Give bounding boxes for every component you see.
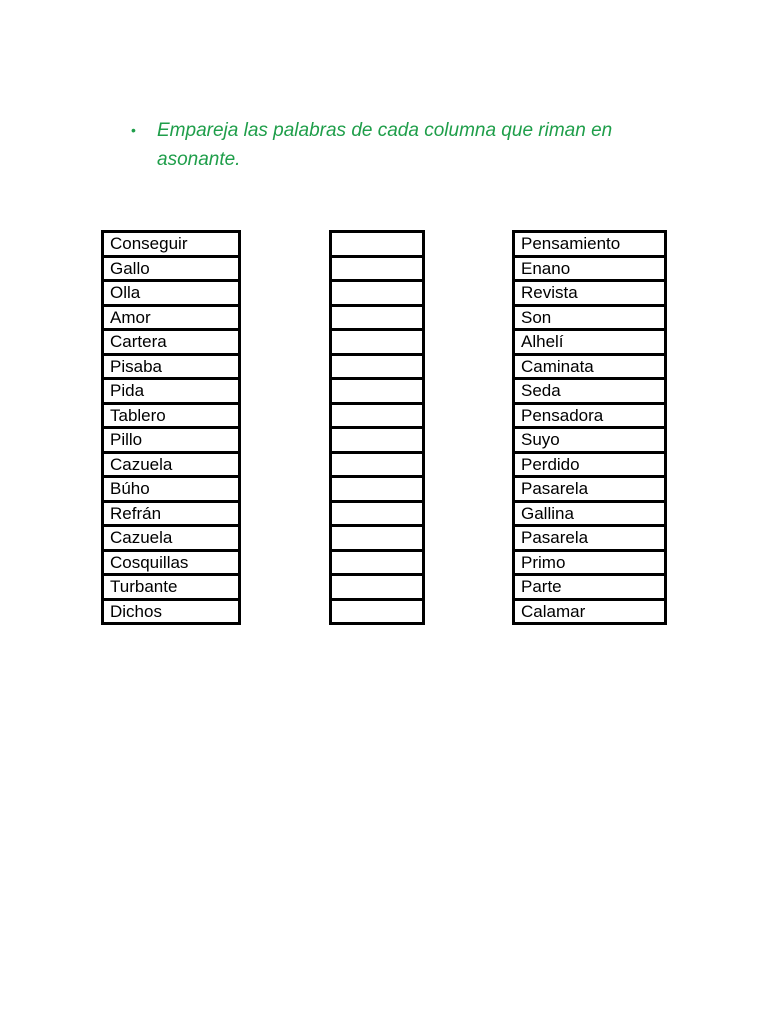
- table-row: [514, 550, 666, 575]
- answer-cell[interactable]: [331, 575, 424, 600]
- answer-cell[interactable]: [331, 477, 424, 502]
- left-word-cell: Olla: [103, 281, 240, 306]
- table-row: [103, 428, 240, 453]
- table-row: [331, 452, 424, 477]
- table-row: [103, 256, 240, 281]
- table-row: [103, 330, 240, 355]
- table-row: [514, 599, 666, 624]
- table-row: [103, 452, 240, 477]
- table-row: [103, 281, 240, 306]
- table-row: [103, 379, 240, 404]
- right-word-cell: Alhelí: [514, 330, 666, 355]
- right-word-column: [512, 230, 667, 625]
- left-word-cell: Amor: [103, 305, 240, 330]
- left-word-cell: Cartera: [103, 330, 240, 355]
- table-row: [103, 550, 240, 575]
- answer-cell[interactable]: [331, 354, 424, 379]
- left-word-cell: Cazuela: [103, 452, 240, 477]
- table-row: [514, 428, 666, 453]
- right-word-cell: Son: [514, 305, 666, 330]
- table-row: [514, 354, 666, 379]
- table-row: [331, 305, 424, 330]
- answer-column: [329, 230, 425, 625]
- right-word-cell: Gallina: [514, 501, 666, 526]
- answer-cell[interactable]: [331, 256, 424, 281]
- right-word-cell: Calamar: [514, 599, 666, 624]
- right-word-cell: Perdido: [514, 452, 666, 477]
- table-row: [103, 403, 240, 428]
- right-word-cell: Suyo: [514, 428, 666, 453]
- table-row: [331, 575, 424, 600]
- right-word-cell: Pasarela: [514, 477, 666, 502]
- right-word-cell: Pensamiento: [514, 232, 666, 257]
- table-row: [331, 477, 424, 502]
- table-row: [103, 354, 240, 379]
- answer-cell[interactable]: [331, 281, 424, 306]
- answer-cell[interactable]: [331, 330, 424, 355]
- table-row: [103, 501, 240, 526]
- table-row: [331, 501, 424, 526]
- left-word-cell: Refrán: [103, 501, 240, 526]
- answer-cell[interactable]: [331, 599, 424, 624]
- right-word-cell: Pensadora: [514, 403, 666, 428]
- left-word-cell: Pida: [103, 379, 240, 404]
- table-row: [331, 550, 424, 575]
- table-row: [514, 501, 666, 526]
- table-row: [514, 281, 666, 306]
- answer-cell[interactable]: [331, 305, 424, 330]
- table-row: [331, 379, 424, 404]
- answer-cell[interactable]: [331, 428, 424, 453]
- table-row: [514, 256, 666, 281]
- table-row: [331, 232, 424, 257]
- answer-cell[interactable]: [331, 526, 424, 551]
- answer-cell[interactable]: [331, 501, 424, 526]
- table-row: [331, 354, 424, 379]
- right-word-cell: Pasarela: [514, 526, 666, 551]
- instruction-text: Empareja las palabras de cada columna que riman en asonante.: [157, 120, 613, 170]
- instruction: [131, 116, 671, 174]
- table-row: [514, 232, 666, 257]
- table-row: [514, 452, 666, 477]
- answer-cell[interactable]: [331, 452, 424, 477]
- answer-cell[interactable]: [331, 403, 424, 428]
- table-row: [514, 526, 666, 551]
- table-row: [331, 428, 424, 453]
- right-word-cell: Caminata: [514, 354, 666, 379]
- table-row: [514, 330, 666, 355]
- right-word-cell: Primo: [514, 550, 666, 575]
- left-word-cell: Tablero: [103, 403, 240, 428]
- answer-cell[interactable]: [331, 232, 424, 257]
- table-row: [103, 599, 240, 624]
- bullet-icon: •: [131, 122, 136, 138]
- left-word-column: [101, 230, 241, 625]
- answer-cell[interactable]: [331, 550, 424, 575]
- table-row: [514, 379, 666, 404]
- left-word-cell: Gallo: [103, 256, 240, 281]
- right-word-cell: Revista: [514, 281, 666, 306]
- table-row: [514, 477, 666, 502]
- right-word-cell: Seda: [514, 379, 666, 404]
- answer-cell[interactable]: [331, 379, 424, 404]
- table-row: [331, 256, 424, 281]
- table-row: [514, 403, 666, 428]
- left-word-cell: Turbante: [103, 575, 240, 600]
- table-row: [331, 403, 424, 428]
- table-row: [103, 477, 240, 502]
- table-row: [103, 526, 240, 551]
- left-word-cell: Dichos: [103, 599, 240, 624]
- table-row: [103, 232, 240, 257]
- table-row: [514, 305, 666, 330]
- left-word-cell: Pillo: [103, 428, 240, 453]
- left-word-cell: Conseguir: [103, 232, 240, 257]
- table-row: [331, 526, 424, 551]
- left-word-cell: Pisaba: [103, 354, 240, 379]
- table-row: [331, 599, 424, 624]
- table-row: [103, 305, 240, 330]
- table-row: [331, 281, 424, 306]
- right-word-cell: Parte: [514, 575, 666, 600]
- left-word-cell: Cosquillas: [103, 550, 240, 575]
- table-row: [331, 330, 424, 355]
- right-word-cell: Enano: [514, 256, 666, 281]
- table-row: [103, 575, 240, 600]
- table-row: [514, 575, 666, 600]
- left-word-cell: Búho: [103, 477, 240, 502]
- left-word-cell: Cazuela: [103, 526, 240, 551]
